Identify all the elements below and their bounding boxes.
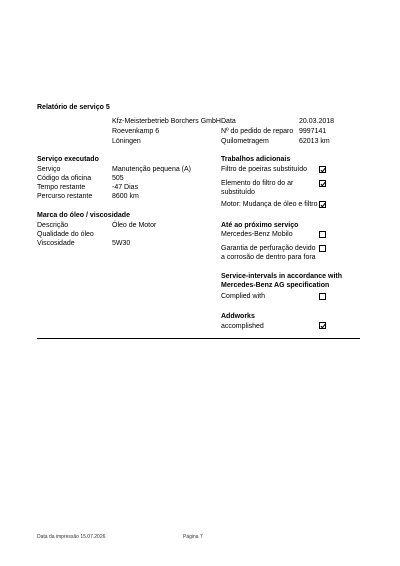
next-service-item-label: Mercedes-Benz Mobilo <box>221 231 293 238</box>
order-number-value: 9997141 <box>299 128 327 135</box>
checkmark-icon <box>320 323 326 329</box>
checkmark-icon <box>320 167 326 173</box>
oil-description-label: Descrição <box>37 222 69 229</box>
addworks-title: Addworks <box>221 313 255 320</box>
additional-work-item-label: Filtro de poeiras substituído <box>221 166 307 173</box>
service-section-title: Serviço executado <box>37 156 99 163</box>
additional-work-item-label: Elemento do filtro do ar substituído <box>221 180 294 196</box>
remaining-distance-label: Percurso restante <box>37 193 93 200</box>
section-divider <box>37 338 360 339</box>
additional-work-checkbox[interactable] <box>319 166 326 173</box>
checkmark-icon <box>320 202 326 208</box>
addworks-checkbox[interactable] <box>319 322 326 329</box>
service-intervals-item-label: Complied with <box>221 293 265 300</box>
additional-work-title: Trabalhos adicionais <box>221 156 291 163</box>
workshop-city: Löningen <box>112 138 141 145</box>
date-value: 20.03.2018 <box>299 118 335 125</box>
next-service-checkbox[interactable] <box>319 245 326 252</box>
report-title: Relatório de serviço 5 <box>37 104 110 111</box>
oil-viscosity-label: Viscosidade <box>37 240 75 247</box>
order-number-label: Nº do pedido de reparo <box>221 128 294 135</box>
mileage-label: Quilometragem <box>221 138 269 145</box>
service-intervals-checkbox[interactable] <box>319 293 326 300</box>
service-label: Serviço <box>37 166 61 173</box>
workshop-name: Kfz-Meisterbetrieb Borchers GmbH <box>112 118 221 125</box>
additional-work-checkbox[interactable] <box>319 201 326 208</box>
additional-work-checkbox[interactable] <box>319 180 326 187</box>
next-service-title: Até ao próximo serviço <box>221 222 299 229</box>
workshop-code-label: Código da oficina <box>37 175 92 182</box>
oil-viscosity-value: 5W30 <box>112 240 131 247</box>
next-service-checkbox[interactable] <box>319 231 326 238</box>
page-number: Página 7 <box>183 534 203 540</box>
remaining-time-label: Tempo restante <box>37 184 86 191</box>
additional-work-item-label: Motor: Mudança de óleo e filtro <box>221 201 318 208</box>
addworks-item-label: accomplished <box>221 323 264 330</box>
oil-description-value: Óleo de Motor <box>112 222 157 229</box>
remaining-time-value: -47 Dias <box>112 184 139 191</box>
oil-quality-label: Qualidade do óleo <box>37 231 94 238</box>
remaining-distance-value: 8600 km <box>112 193 139 200</box>
service-intervals-title: Service-intervals in accordance with Mercedes-Benz AG specification <box>221 273 342 289</box>
workshop-street: Roevenkamp 6 <box>112 128 160 135</box>
service-value: Manutenção pequena (A) <box>112 166 191 173</box>
oil-section-title: Marca do óleo / viscosidade <box>37 212 130 219</box>
date-label: Data <box>221 118 236 125</box>
mileage-value: 62013 km <box>299 138 330 145</box>
print-date: Data da impressão 15.07.2026 <box>37 534 106 540</box>
next-service-item-label: Garantia de perfuração devido a corrosão de dentro para fora <box>221 245 316 261</box>
checkmark-icon <box>320 181 326 187</box>
workshop-code-value: 505 <box>112 175 124 182</box>
